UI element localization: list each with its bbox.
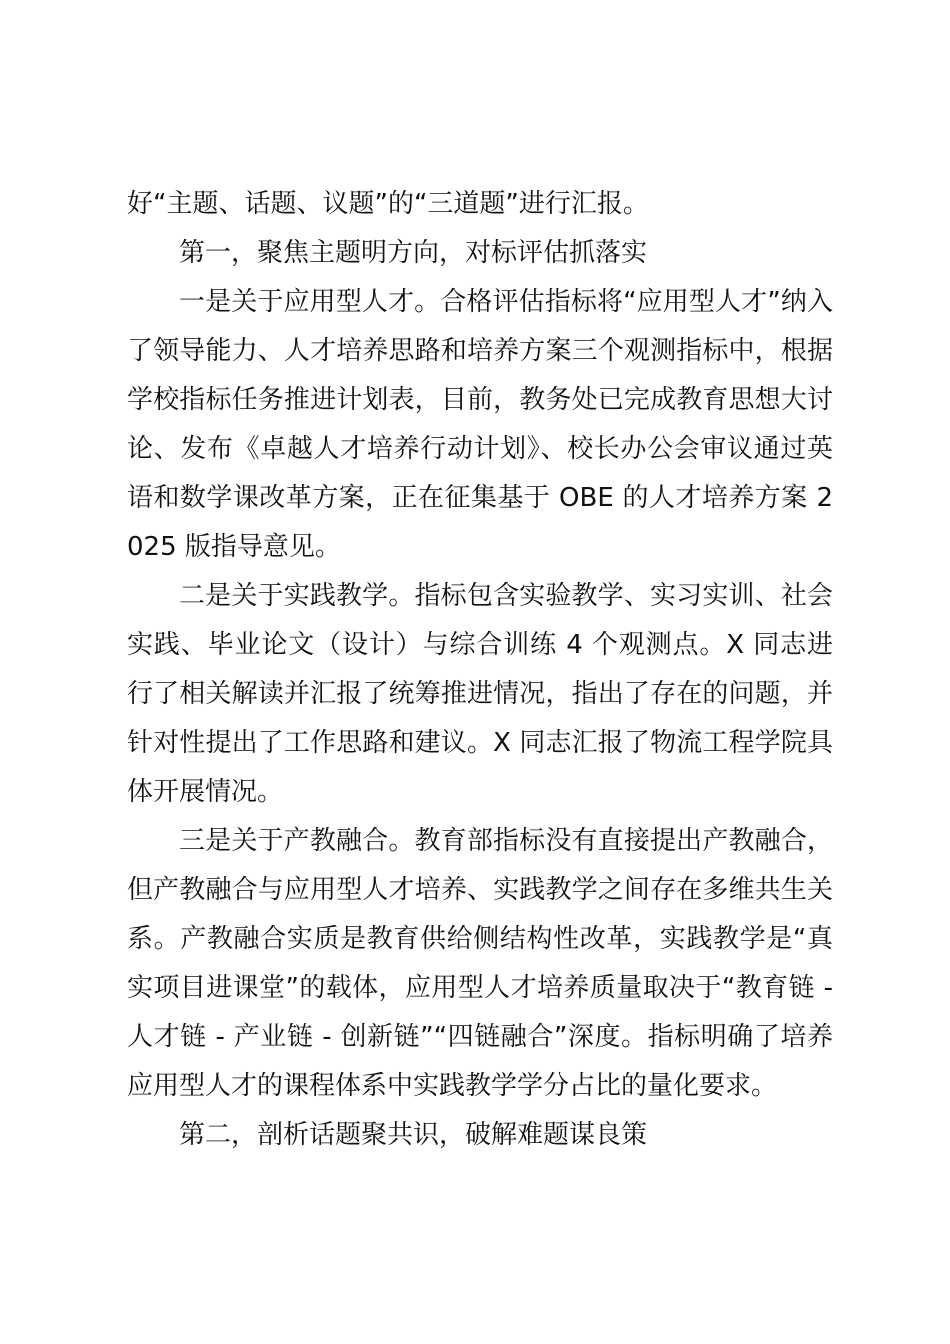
paragraph-applied-talent: 一是关于应用型人才。合格评估指标将“应用型人才”纳入了领导能力、人才培养思路和培养方案三个观测指标中，根据学校指标任务推进计划表，目前，教务处已完成教育思想大讨论、发布《卓越人才培养行动计划》、校长办公会审议通过英语和数学课改革方案，正在征集基于 OBE 的人才培养方案 2025 版指导意见。 bbox=[127, 287, 833, 562]
document-body bbox=[127, 180, 833, 1160]
paragraph-practical-teaching: 二是关于实践教学。指标包含实验教学、实习实训、社会实践、毕业论文（设计）与综合训练 4 个观测点。X 同志进行了相关解读并汇报了统筹推进情况，指出了存在的问题，并针对性提出了工作思路和建议。X 同志汇报了物流工程学院具体开展情况。 bbox=[127, 581, 833, 807]
section-heading-second: 第二，剖析话题聚共识，破解难题谋良策 bbox=[179, 1120, 648, 1150]
section-heading-first: 第一，聚焦主题明方向，对标评估抓落实 bbox=[179, 238, 648, 268]
paragraph-continuation: 好“主题、话题、议题”的“三道题”进行汇报。 bbox=[127, 189, 649, 219]
paragraph-industry-education: 三是关于产教融合。教育部指标没有直接提出产教融合，但产教融合与应用型人才培养、实践教学之间存在多维共生关系。产教融合实质是教育供给侧结构性改革，实践教学是“真实项目进课堂”的载体，应用型人才培养质量取决于“教育链 - 人才链 - 产业链 - 创新链”“四链融合”深度。指标明确了培养应用型人才的课程体系中实践教学学分占比的量化要求。 bbox=[127, 826, 833, 1101]
